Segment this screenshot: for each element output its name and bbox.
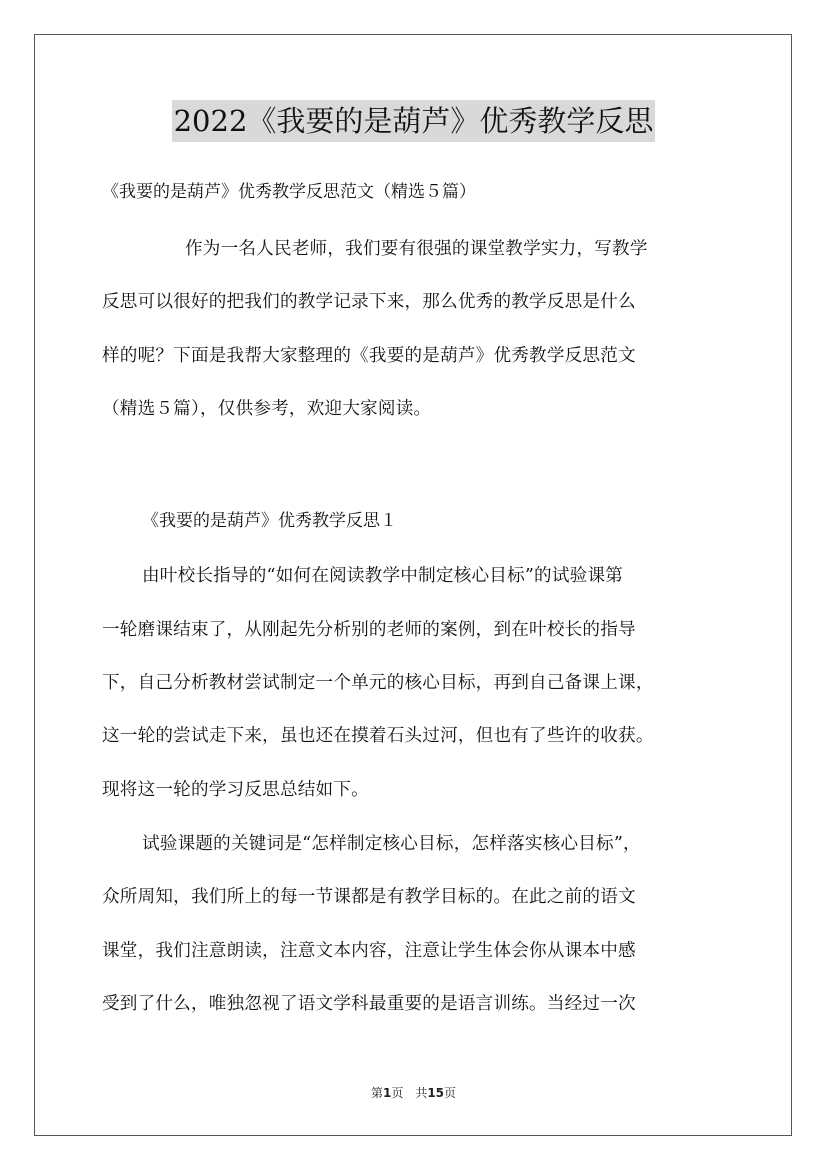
intro-line: 作为一名人民老师，我们要有很强的课堂教学实力，写教学 [185, 239, 648, 259]
footer-total-suffix: 页 [444, 1086, 457, 1100]
current-page-number: 1 [382, 1086, 392, 1100]
section-heading: 《我要的是葫芦》优秀教学反思１ [142, 511, 397, 531]
intro-line: 反思可以很好的把我们的教学记录下来，那么优秀的教学反思是什么 [102, 292, 636, 312]
document-title: 2022《我要的是葫芦》优秀教学反思 [172, 100, 656, 142]
footer-prefix: 第 [370, 1086, 383, 1100]
paragraph-line: 一轮磨课结束了，从刚起先分析别的老师的案例，到在叶校长的指导 [102, 620, 636, 640]
paragraph-line: 众所周知，我们所上的每一节课都是有教学目标的。在此之前的语文 [102, 887, 636, 907]
paragraph-line: 现将这一轮的学习反思总结如下。 [102, 780, 369, 800]
total-pages-number: 15 [427, 1086, 445, 1100]
footer-page-suffix: 页 共 [391, 1086, 428, 1100]
paragraph-line: 下，自己分析教材尝试制定一个单元的核心目标，再到自己备课上课， [102, 673, 654, 693]
paragraph-line: 课堂，我们注意朗读，注意文本内容，注意让学生体会你从课本中感 [102, 941, 636, 961]
paragraph-line: 这一轮的尝试走下来，虽也还在摸着石头过河，但也有了些许的收获。 [102, 726, 654, 746]
title-container [0, 100, 827, 142]
paragraph-line: 受到了什么，唯独忽视了语文学科最重要的是语言训练。当经过一次 [102, 994, 636, 1014]
page-footer [0, 1084, 827, 1101]
paragraph-line: 试验课题的关键词是“怎样制定核心目标，怎样落实核心目标”， [142, 834, 641, 854]
paragraph-line: 由叶校长指导的“如何在阅读教学中制定核心目标”的试验课第 [142, 566, 624, 586]
document-subtitle: 《我要的是葫芦》优秀教学反思范文（精选５篇） [102, 182, 476, 202]
intro-line: （精选５篇），仅供参考，欢迎大家阅读。 [102, 399, 432, 419]
intro-line: 样的呢？下面是我帮大家整理的《我要的是葫芦》优秀教学反思范文 [102, 346, 636, 366]
